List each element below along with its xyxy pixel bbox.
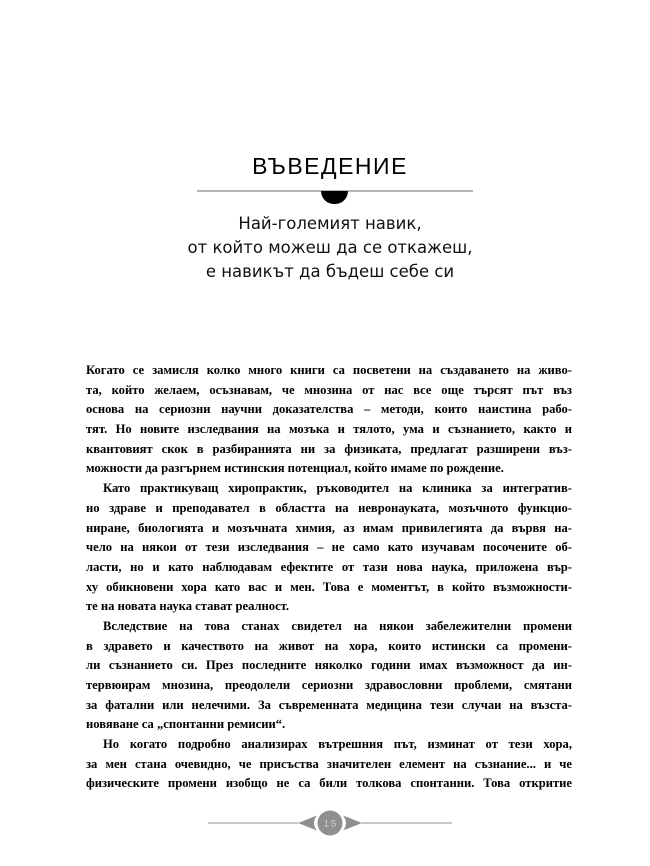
body-line: тят. Но новите изследвания на мозъка и тялото, ума и съзнанието, както и — [86, 422, 572, 437]
body-line: ху обикновени хора като вас и мен. Това е моментът, в който възможности- — [86, 579, 572, 594]
body-line: новяване са „спонтанни ремисии“. — [86, 717, 286, 732]
body-line: но здраве и преподавател в областта на невронауката, мозъчното функцио- — [86, 500, 572, 515]
body-line: можности да разгърнем истинския потенциал, който имаме по рождение. — [86, 461, 504, 476]
page-footer-ornament — [198, 808, 462, 838]
body-line: ли съзнанието си. През последните няколко години имах възможност да ин- — [86, 658, 572, 673]
epigraph-line: Най-големият навик, — [238, 214, 422, 233]
body-line: за фатални или нелечими. За съвременната медицина тези случаи на възста- — [86, 697, 572, 712]
body-line: Вследствие на това станах свидетел на някои забележителни промени — [103, 618, 572, 633]
chapter-title: ВЪВЕДЕНИЕ — [252, 153, 408, 179]
body-line: в здравето и качеството на живот на хора, които истински са промени- — [86, 638, 572, 653]
body-line: физическите промени изобщо не са били толкова спонтанни. Това откритие — [86, 776, 572, 791]
footer-left-arrow-icon — [298, 816, 317, 831]
semicircle-ornament-icon — [321, 191, 348, 204]
body-line: ласти, но и като наблюдавам ефектите от тази нова наука, приложена вър- — [86, 559, 572, 574]
body-line: основа на сериозни научни доказателства – методи, които наистина рабо- — [86, 402, 572, 417]
epigraph — [0, 212, 650, 284]
body-line: квантовият скок в разбиранията ни за физиката, предлагат разширени въз- — [86, 441, 572, 456]
body-line: Когато се замисля колко много книги са посветени на създаването на живо- — [86, 363, 572, 377]
body-line: за мен стана очевидно, че присъства значителен елемент на съзнание... и че — [86, 756, 572, 771]
body-line: чело на някои от тези изследвания – не само като изучавам посочените об- — [86, 540, 572, 555]
footer-right-arrow-icon — [343, 816, 362, 831]
body-line: тервюирам мнозина, преодолели сериозни здравословни проблеми, смятани — [86, 678, 572, 692]
body-line: те на новата наука стават реалност. — [86, 599, 290, 614]
page-number: 15 — [323, 818, 339, 830]
body-line: Но когато подробно анализирах вътрешния път, изминат от тези хора, — [103, 737, 572, 752]
body-line: та, който желаем, осъзнавам, че мнозина от нас все още търсят път въз — [86, 382, 572, 397]
body-line: Като практикуващ хиропрактик, ръководител на клиника за интегратив- — [103, 481, 572, 496]
body-text — [86, 361, 572, 794]
epigraph-line: от който можеш да се откажеш, — [187, 238, 473, 257]
body-line: ниране, биологията и мозъчната химия, аз имам привилегията да вървя на- — [86, 520, 572, 535]
epigraph-line: е навикът да бъдеш себе си — [205, 262, 455, 281]
